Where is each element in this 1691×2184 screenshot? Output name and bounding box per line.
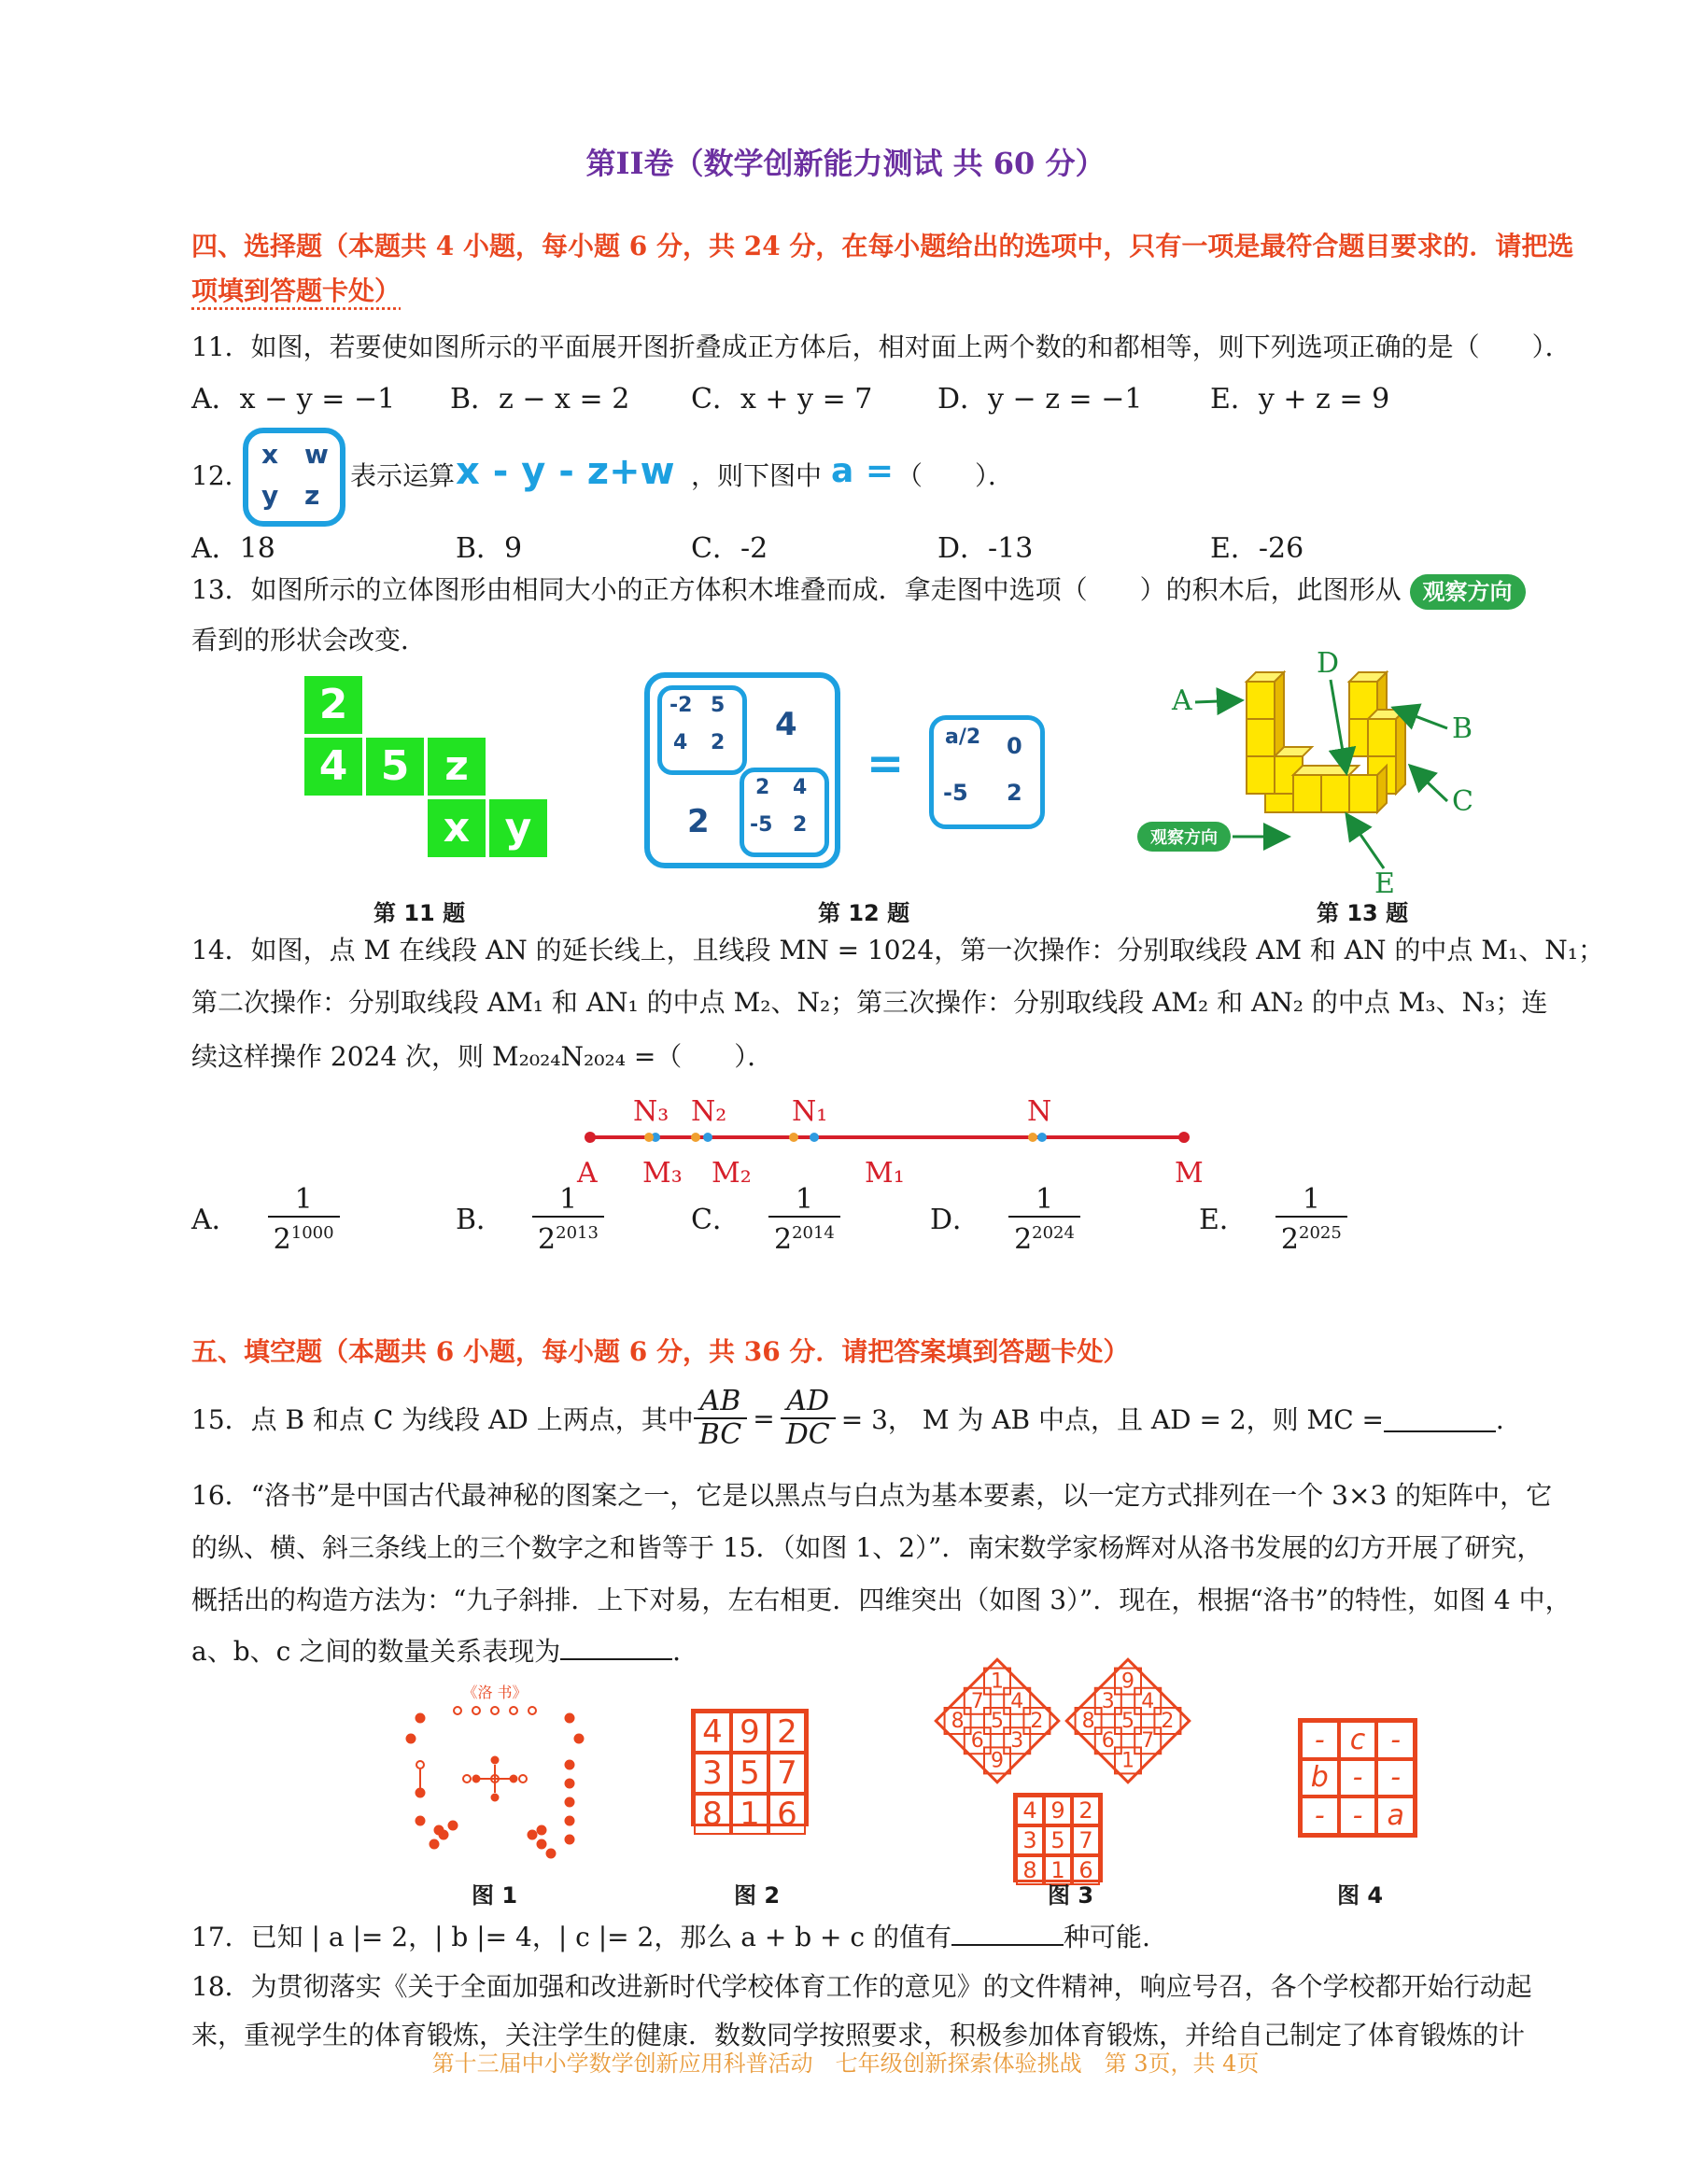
fig16-diamond2-cell: 7 <box>1134 1726 1162 1754</box>
fig16-diamond2-cell: 6 <box>1094 1726 1122 1754</box>
q13-stem-line2: 看到的形状会改变． <box>191 625 428 655</box>
q15-end: ． <box>1496 1404 1523 1435</box>
q14-option-fraction <box>1008 1184 1080 1256</box>
fig16-grid4-cell: - <box>1339 1797 1377 1835</box>
q12-text-mid: 表示运算 <box>350 460 456 491</box>
q16-line1: 16．“洛书”是中国古代最神秘的图案之一，它是以黑点与白点为基本要素，以一定方式排列在一个 3×3 的矩阵中，它 <box>191 1480 1553 1511</box>
fig16-diamond1-cell: 1 <box>983 1668 1011 1696</box>
q14-label-a: A <box>577 1157 598 1190</box>
q11-stem: 11．如图，若要使如图所示的平面展开图折叠成正方体后，相对面上两个数的和都相等，则下列选项正确的是（ ）． <box>191 331 1571 362</box>
q14-label-m2: M₂ <box>712 1157 752 1190</box>
q14-option-a <box>191 1184 340 1256</box>
q12-variable-a: a = <box>831 452 894 490</box>
fig16-grid4 <box>1298 1718 1417 1838</box>
fig16-diamond1-cell: 6 <box>964 1726 992 1754</box>
fig16-caption-2: 图 2 <box>734 1882 781 1909</box>
q11-option-b: B．z − x = 2 <box>450 383 630 416</box>
fig11-caption: 第 11 题 <box>373 900 466 926</box>
fig16-luoshu-dots <box>402 1681 588 1867</box>
q14-denominator <box>268 1216 340 1256</box>
fig16-diamond2-cell: 4 <box>1134 1687 1162 1715</box>
q14-line3: 续这样操作 2024 次，则 M₂₀₂₄N₂₀₂₄ =（ ）． <box>191 1041 774 1072</box>
q14-option-letter: B． <box>456 1203 505 1236</box>
q14-option-letter: D． <box>930 1203 981 1236</box>
q14-exponent: 2014 <box>792 1223 835 1243</box>
fig11-cube-net <box>301 674 553 861</box>
q17-text-a: 17．已知 | a |= 2，| b |= 4，| c |= 2，那么 a + b + c 的值有 <box>191 1922 951 1952</box>
q14-segment-diagram <box>560 1083 1214 1195</box>
q15-fraction-2 <box>781 1386 836 1451</box>
fig16-grid2-cell: 4 <box>694 1712 731 1753</box>
q14-option-fraction <box>268 1184 340 1256</box>
q16-line4-text: a、b、c 之间的数量关系表现为 <box>191 1636 561 1667</box>
fig12-tl-cell: 2 <box>711 731 726 754</box>
fig16-diamond2-cell: 5 <box>1114 1707 1142 1735</box>
q14-exponent: 2025 <box>1299 1223 1342 1243</box>
fig12-br-cell: 2 <box>755 776 770 799</box>
q14-numerator: 1 <box>558 1183 578 1216</box>
q12-option-a: A．18 <box>191 532 275 565</box>
fig12-caption: 第 12 题 <box>818 900 910 926</box>
fig11-cell: z <box>428 738 486 796</box>
page-title: 第II卷（数学创新能力测试 共 60 分） <box>585 146 1106 181</box>
fig12-br-cell: -5 <box>750 813 773 837</box>
fig16-grid2 <box>691 1709 809 1833</box>
q17-text-b: 种可能. <box>1063 1922 1150 1952</box>
q15-f1-num: AB <box>699 1385 741 1417</box>
q16-line3: 概括出的构造方法为：“九子斜排．上下对易，左右相更．四维突出（如图 3）”．现在，根据“洛书”的特性，如图 4 中， <box>191 1585 1571 1615</box>
section-4-heading-line1: 四、选择题（本题共 4 小题，每小题 6 分，共 24 分，在每小题给出的选项中，只有一项是最符合题目要求的．请把选 <box>191 231 1574 261</box>
fig16-grid4-cell: - <box>1301 1797 1339 1835</box>
q14-label-n3: N₃ <box>633 1095 669 1128</box>
fig16-grid3-cell: 9 <box>1044 1796 1072 1825</box>
q14-option-letter: E． <box>1199 1203 1247 1236</box>
fig12-tr-value: 4 <box>775 706 797 743</box>
fig12-equals: = <box>867 738 905 790</box>
fig12-result-cell: 0 <box>1007 733 1022 759</box>
fig12-br-cell: 4 <box>793 776 808 799</box>
q14-option-e <box>1199 1184 1347 1256</box>
q16-line4 <box>191 1632 698 1670</box>
q13-view-direction-pill: 观察方向 <box>1410 574 1526 610</box>
fig12-tl-cell: -2 <box>669 694 693 717</box>
q14-option-b <box>456 1184 604 1256</box>
q14-base: 2 <box>773 1223 793 1256</box>
q12-box-z: z <box>304 480 320 511</box>
q15-f2-den: DC <box>781 1417 836 1451</box>
q16-answer-blank[interactable] <box>560 1632 672 1660</box>
fig16-grid3-cell: 8 <box>1016 1855 1044 1885</box>
fig16-grid4-cell: c <box>1339 1721 1377 1759</box>
q14-base: 2 <box>273 1223 291 1256</box>
fig12-br-cell: 2 <box>793 813 808 837</box>
fig12-bl-value: 2 <box>687 803 710 840</box>
q14-exponent: 1000 <box>290 1223 334 1243</box>
q13-stem <box>191 571 1526 610</box>
fig11-cell: x <box>428 799 486 857</box>
fig13-block-stack <box>1130 644 1503 896</box>
q15-f2-num: AD <box>786 1385 830 1417</box>
fig11-cell: 4 <box>304 738 362 796</box>
q14-base: 2 <box>1280 1223 1299 1256</box>
fig16-diamond1 <box>934 1657 1061 1784</box>
q12-option-d: D．-13 <box>937 532 1034 565</box>
q14-exponent: 2024 <box>1032 1223 1075 1243</box>
q14-denominator <box>1275 1216 1347 1256</box>
q14-option-letter: A． <box>191 1203 240 1236</box>
fig16-diamond1-cell: 8 <box>944 1707 972 1735</box>
fig16-grid3 <box>1013 1793 1103 1882</box>
fig16-grid3-cell: 1 <box>1044 1855 1072 1885</box>
q14-label-n1: N₁ <box>792 1095 828 1128</box>
fig11-cell: 2 <box>304 676 362 734</box>
fig16-diamond1-cell: 7 <box>964 1687 992 1715</box>
q12-operator-box <box>243 428 345 527</box>
q14-numerator: 1 <box>1035 1183 1054 1216</box>
section-5-heading: 五、填空题（本题共 6 小题，每小题 6 分，共 36 分．请把答案填到答题卡处） <box>191 1336 1130 1367</box>
fig13-label-a: A <box>1172 684 1192 717</box>
q14-line1: 14．如图，点 M 在线段 AN 的延长线上，且线段 MN = 1024，第一次操作：分别取线段 AM 和 AN 的中点 M₁、N₁； <box>191 935 1604 965</box>
q11-option-e: E．y + z = 9 <box>1210 383 1390 416</box>
q14-numerator: 1 <box>795 1183 813 1216</box>
q14-option-c <box>691 1184 840 1256</box>
q15-answer-blank[interactable] <box>1384 1404 1496 1432</box>
fig11-cell: 5 <box>366 738 424 796</box>
fig16-grid3-cell: 6 <box>1072 1855 1100 1885</box>
q13-stem-text: 13．如图所示的立体图形由相同大小的正方体积木堆叠而成．拿走图中选项（ ）的积木后，此图形从 <box>191 574 1402 605</box>
fig16-grid2-cell: 9 <box>731 1712 768 1753</box>
q15-fraction-1 <box>694 1386 748 1451</box>
q12-option-c: C．-2 <box>691 532 768 565</box>
q12-paren: （ ）． <box>896 460 1015 491</box>
q14-numerator: 1 <box>294 1183 313 1216</box>
q14-label-n: N <box>1027 1095 1052 1128</box>
fig16-grid3-cell: 5 <box>1044 1825 1072 1855</box>
fig13-label-e: E <box>1374 867 1395 896</box>
q14-option-letter: C． <box>691 1203 740 1236</box>
fig12-tl-cell: 4 <box>673 731 688 754</box>
q11-option-c: C．x + y = 7 <box>691 383 873 416</box>
fig13-label-b: B <box>1452 712 1473 745</box>
q12-text-after: ，则下图中 <box>691 460 823 491</box>
q12-box-y: y <box>261 480 279 511</box>
fig16-diamond1-cell: 4 <box>1003 1687 1031 1715</box>
q11-option-d: D．y − z = −1 <box>937 383 1143 416</box>
fig16-caption-1: 图 1 <box>472 1882 518 1909</box>
q15-text-b: = 3， M 为 AB 中点，且 AD = 2，则 MC = <box>840 1404 1384 1435</box>
q12-box-w: w <box>304 439 329 470</box>
fig12-br-box <box>740 768 829 857</box>
fig16-diamond1-cell: 9 <box>983 1746 1011 1774</box>
q14-label-n2: N₂ <box>691 1095 727 1128</box>
fig16-grid4-cell: b <box>1301 1759 1339 1797</box>
q17 <box>191 1918 1150 1956</box>
fig16-grid2-cell: 8 <box>694 1794 731 1835</box>
fig12-tl-cell: 5 <box>711 694 726 717</box>
fig12-big-box <box>644 672 840 868</box>
q14-denominator <box>532 1216 604 1256</box>
fig11-cell: y <box>489 799 547 857</box>
fig16-grid4-cell: - <box>1376 1759 1415 1797</box>
q18-line2: 来，重视学生的体育锻炼，关注学生的健康．数数同学按照要求，积极参加体育锻炼，并给自己制定了体育锻炼的计 <box>191 2020 1526 2050</box>
fig16-grid4-cell: - <box>1301 1721 1339 1759</box>
q14-denominator <box>1008 1216 1080 1256</box>
fig13-label-d: D <box>1317 647 1340 680</box>
fig16-grid4-cell: a <box>1376 1797 1415 1835</box>
fig16-caption-4: 图 4 <box>1337 1882 1384 1909</box>
fig16-grid2-cell: 7 <box>768 1753 806 1794</box>
q15-text-a: 15．点 B 和点 C 为线段 AD 上两点，其中 <box>191 1404 694 1435</box>
fig16-grid3-cell: 3 <box>1016 1825 1044 1855</box>
fig16-grid2-cell: 1 <box>731 1794 768 1835</box>
fig12-result-box <box>929 715 1045 829</box>
q14-label-m1: M₁ <box>865 1157 905 1190</box>
fig16-grid3-cell: 7 <box>1072 1825 1100 1855</box>
q14-option-fraction <box>768 1184 840 1256</box>
section-4-heading-line2: 项填到答题卡处） <box>191 275 402 306</box>
q14-numerator: 1 <box>1302 1183 1320 1216</box>
fig16-grid2-cell: 2 <box>768 1712 806 1753</box>
q12-option-b: B．9 <box>456 532 523 565</box>
fig16-diamond2-cell: 8 <box>1075 1707 1103 1735</box>
fig16-diamond1-cell: 5 <box>983 1707 1011 1735</box>
q12-box-x: x <box>261 439 279 470</box>
fig16-grid2-cell: 3 <box>694 1753 731 1794</box>
q16-line2: 的纵、横、斜三条线上的三个数字之和皆等于 15．（如图 1、2）”．南宋数学家杨辉对从洛书发展的幻方开展了研究， <box>191 1532 1543 1563</box>
q14-base: 2 <box>538 1223 557 1256</box>
q14-option-fraction <box>532 1184 604 1256</box>
fig13-caption: 第 13 题 <box>1317 900 1409 926</box>
q17-answer-blank[interactable] <box>951 1918 1064 1946</box>
fig12-tl-box <box>657 685 747 775</box>
q14-exponent: 2013 <box>556 1223 599 1243</box>
fig13-label-c: C <box>1452 785 1473 818</box>
fig12-result-cell: -5 <box>943 780 968 806</box>
section-4-heading <box>191 224 1573 314</box>
fig16-diamond2-cell: 3 <box>1094 1687 1122 1715</box>
fig16-grid4-cell: - <box>1339 1759 1377 1797</box>
fig16-diamond1-cell: 2 <box>1022 1707 1050 1735</box>
q18-line1: 18．为贯彻落实《关于全面加强和改进新时代学校体育工作的意见》的文件精神，响应号召，各个学校都开始行动起 <box>191 1971 1532 2002</box>
q14-denominator <box>768 1216 840 1256</box>
q14-line2: 第二次操作：分别取线段 AM₁ 和 AN₁ 的中点 M₂、N₂；第三次操作：分别取线段 AM₂ 和 AN₂ 的中点 M₃、N₃；连 <box>191 987 1548 1018</box>
fig16-caption-3: 图 3 <box>1048 1882 1094 1909</box>
q16-line4-end: ． <box>672 1636 699 1667</box>
fig16-diamond2-cell: 1 <box>1114 1746 1142 1774</box>
fig16-grid2-cell: 5 <box>731 1753 768 1794</box>
q14-option-fraction <box>1275 1184 1347 1256</box>
fig16-diamond2-cell: 2 <box>1153 1707 1181 1735</box>
q14-label-m: M <box>1175 1157 1204 1190</box>
q14-label-m3: M₃ <box>642 1157 683 1190</box>
fig12-result-cell: a/2 <box>945 726 981 749</box>
q14-base: 2 <box>1014 1223 1033 1256</box>
fig16-diamond2 <box>1064 1657 1191 1784</box>
q12-option-e: E．-26 <box>1210 532 1304 565</box>
q11-option-a: A．x − y = −1 <box>191 383 396 416</box>
fig13-view-direction-pill: 观察方向 <box>1150 828 1218 848</box>
q14-option-d <box>930 1184 1080 1256</box>
fig16-diamond2-cell: 9 <box>1114 1668 1142 1696</box>
page-footer: 第十三届中小学数学创新应用科普活动 七年级创新探索体验挑战 第 3页，共 4页 <box>431 2050 1260 2077</box>
fig12-result-cell: 2 <box>1007 780 1022 806</box>
q12-number: 12． <box>191 460 251 491</box>
fig16-grid3-cell: 2 <box>1072 1796 1100 1825</box>
q12-formula: x - y - z+w <box>456 450 675 493</box>
fig16-grid2-cell: 6 <box>768 1794 806 1835</box>
fig16-grid3-cell: 4 <box>1016 1796 1044 1825</box>
q15-f1-den: BC <box>694 1417 748 1451</box>
q15: 15．点 B 和点 C 为线段 AD 上两点，其中 $\frac{AB}{BC}$ = $\frac{AD}{DC}$ = 3， M 为 AB 中点，且 AD = 2，则 MC = ． <box>191 1385 1523 1451</box>
fig16-diamond1-cell: 3 <box>1003 1726 1031 1754</box>
fig16-fig1-title: 《洛 书》 <box>462 1684 528 1701</box>
fig16-grid4-cell: - <box>1376 1721 1415 1759</box>
